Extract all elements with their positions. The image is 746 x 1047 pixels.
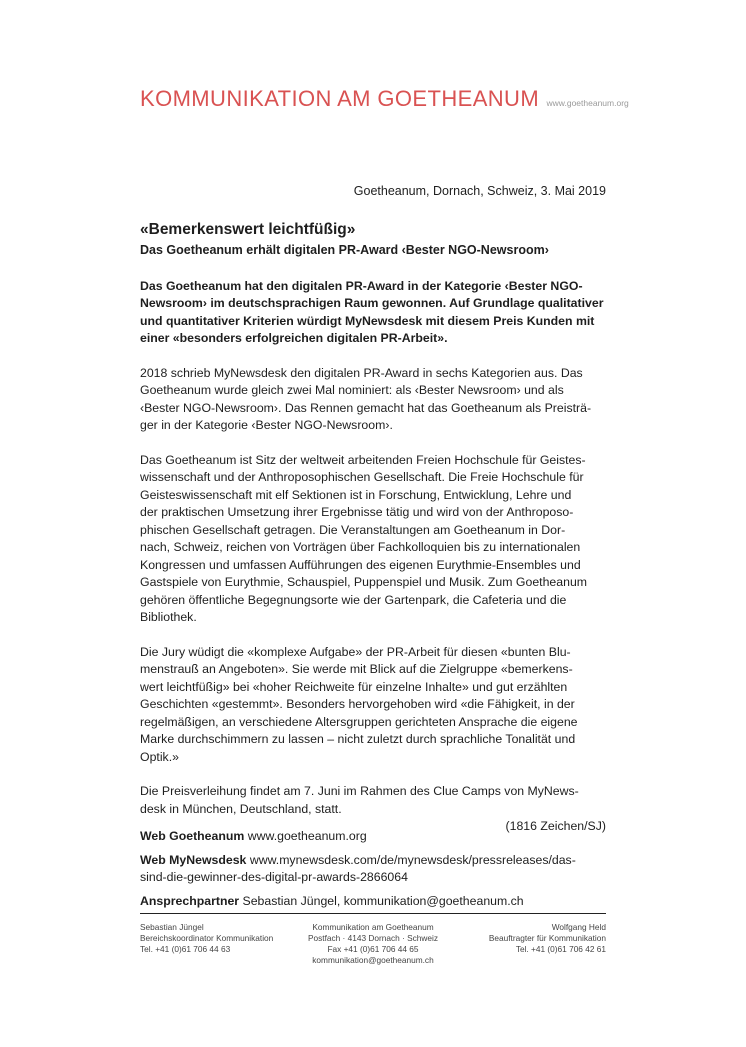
footer-line: Fax +41 (0)61 706 44 65 <box>327 944 419 954</box>
footer-left <box>140 922 295 966</box>
press-release-body <box>140 220 606 836</box>
footer-line: Wolfgang Held <box>551 922 606 932</box>
text-line: Kongressen und umfassen Aufführungen des eigenen Eurythmie-Ensembles und <box>140 557 581 572</box>
text-line: Goetheanum wurde gleich zwei Mal nominiert: als ‹Bester Newsroom› und als <box>140 383 564 397</box>
footer-line: Tel. +41 (0)61 706 44 63 <box>140 944 231 954</box>
contact-person-label: Ansprechpartner <box>140 893 240 908</box>
text-line: ger in der Kategorie ‹Bester NGO-Newsroom›. <box>140 418 393 432</box>
text-line: Gastspiele von Eurythmie, Schauspiel, Puppenspiel und Musik. Zum Goetheanum <box>140 575 588 589</box>
text-line: Marke durchschimmern zu lassen – nicht zuletzt durch sprachliche Tonalität und <box>140 732 576 746</box>
footer-right <box>451 922 606 966</box>
paragraph-goetheanum <box>140 452 606 627</box>
text-line: Die Preisverleihung findet am 7. Juni im Rahmen des Clue Camps von MyNews- <box>140 784 579 798</box>
text-line: ‹Bester NGO-Newsroom›. Das Rennen gemacht hat das Goetheanum als Preisträ- <box>140 400 592 415</box>
footer-email[interactable]: kommunikation@goetheanum.ch <box>312 955 434 965</box>
paragraph-award <box>140 365 606 435</box>
text-line: 2018 schrieb MyNewsdesk den digitalen PR-Award in sechs Kategorien aus. Das <box>140 365 583 380</box>
char-count: (1816 Zeichen/SJ) <box>505 819 606 833</box>
contact-person-value: Sebastian Jüngel, kommunikation@goetheanum.ch <box>242 893 524 908</box>
text-line: Bibliothek. <box>140 610 197 624</box>
text-line: regelmäßigen, an verschiedene Altersgruppen gerichteten Ansprache die eigene <box>140 714 578 729</box>
paragraph-ceremony <box>140 783 606 818</box>
subheadline: Das Goetheanum erhält digitalen PR-Award ‹Bester NGO-Newsroom› <box>140 243 549 257</box>
paragraph-jury <box>140 644 606 767</box>
headline: «Bemerkenswert leichtfüßig» <box>140 221 356 238</box>
footer-line: Tel. +41 (0)61 706 42 61 <box>515 944 606 954</box>
web-mynewsdesk-label: Web MyNewsdesk <box>140 852 247 867</box>
lead-paragraph <box>140 278 606 348</box>
web-goetheanum-link[interactable]: www.goetheanum.org <box>247 829 367 843</box>
footer-line: Bereichskoordinator Kommunikation <box>140 933 274 943</box>
footer-center <box>296 922 451 966</box>
web-goetheanum-label: Web Goetheanum <box>140 829 245 843</box>
text-line: wert leichtfüßig» bei «hoher Reichweite für einzelne Inhalte» und gut erzählten <box>140 679 568 694</box>
text-line: Die Jury wüdigt die «komplexe Aufgabe» der PR-Arbeit für diesen «bunten Blu- <box>140 644 571 659</box>
org-url[interactable]: www.goetheanum.org <box>546 98 629 108</box>
text-line: Geschichten «gestemmt». Besonders hervorgehoben wird «die Fähigkeit, in der <box>140 697 575 711</box>
text-line: Optik.» <box>140 749 179 764</box>
text-line: der praktischen Umsetzung ihrer Ergebnisse tätig und wird von der Anthroposo- <box>140 505 574 519</box>
text-line: menstrauß an Angeboten». Sie werde mit Blick auf die Zielgruppe «bemerkens- <box>140 662 573 676</box>
footer <box>140 922 606 966</box>
text-line: nach, Schweiz, reichen von Vorträgen über Fachkolloquien bis zu internationalen <box>140 540 581 554</box>
contact-block <box>140 828 606 914</box>
lead-line: Das Goetheanum hat den digitalen PR-Award in der Kategorie ‹Bester NGO- <box>140 278 583 293</box>
web-mynewsdesk-link-cont[interactable]: sind-die-gewinner-des-digital-pr-awards-2866064 <box>140 870 408 884</box>
text-line: wissenschaft und der Anthroposophischen Gesellschaft. Die Freie Hochschule für <box>140 470 584 484</box>
text-line: Das Goetheanum ist Sitz der weltweit arbeitenden Freien Hochschule für Geistes- <box>140 452 586 467</box>
text-line: gehören öffentliche Begegnungsorte wie der Gartenpark, die Cafeteria und die <box>140 592 567 607</box>
org-title: KOMMUNIKATION AM GOETHEANUM <box>140 86 540 111</box>
footer-line: Sebastian Jüngel <box>140 922 204 932</box>
web-mynewsdesk-link[interactable]: www.mynewsdesk.com/de/mynewsdesk/pressreleases/das- <box>249 852 576 867</box>
footer-line: Kommunikation am Goetheanum <box>312 922 434 932</box>
text-line: Geisteswissenschaft mit elf Sektionen ist in Forschung, Entwicklung, Lehre und <box>140 487 572 502</box>
letterhead <box>140 86 629 112</box>
web-mynewsdesk <box>140 852 606 887</box>
web-goetheanum <box>140 828 606 846</box>
contact-person <box>140 893 606 915</box>
lead-line: einer «besonders erfolgreichen digitalen PR-Arbeit». <box>140 331 448 345</box>
footer-line: Beauftragter für Kommunikation <box>488 933 606 943</box>
lead-line: Newsroom› im deutschsprachigen Raum gewonnen. Auf Grundlage qualitativer <box>140 296 604 310</box>
lead-line: und quantitativer Kriterien würdigt MyNewsdesk mit diesem Preis Kunden mit <box>140 313 595 328</box>
text-line: phischen Gesellschaft getragen. Die Veranstaltungen am Goetheanum in Dor- <box>140 522 566 537</box>
footer-line: Postfach · 4143 Dornach · Schweiz <box>307 933 439 943</box>
dateline: Goetheanum, Dornach, Schweiz, 3. Mai 2019 <box>353 184 606 198</box>
text-line: desk in München, Deutschland, statt. <box>140 801 342 816</box>
